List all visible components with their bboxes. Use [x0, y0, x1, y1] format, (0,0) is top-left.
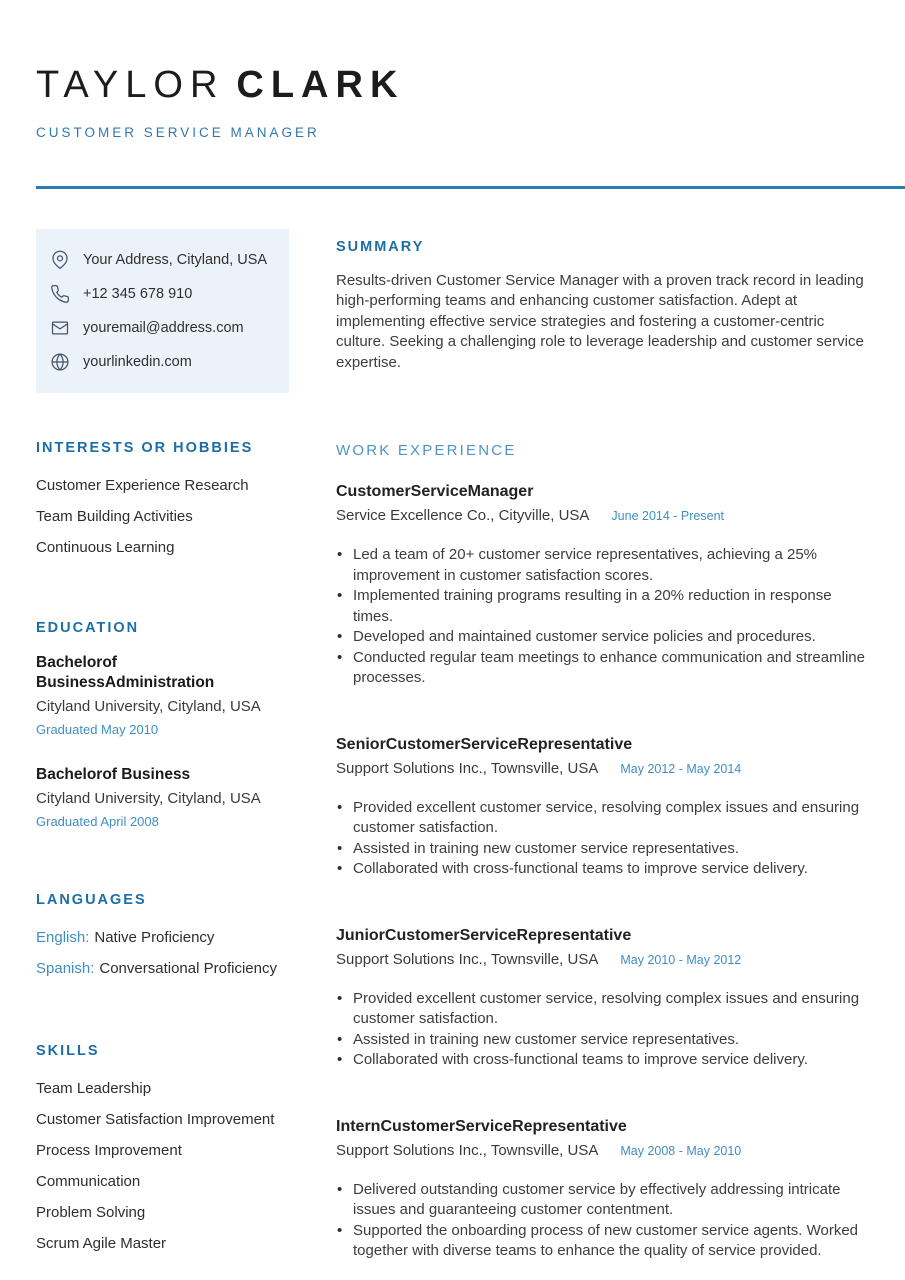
- job-title: CustomerServiceManager: [336, 483, 534, 501]
- job-bullet: • Conducted regular team meetings to enhance communication and streamline processes.: [336, 648, 870, 689]
- job-title: JuniorCustomerServiceRepresentative: [336, 926, 632, 944]
- job-bullet: • Delivered outstanding customer service by effectively addressing intricate issues and guaranteeing customer contentment.: [336, 1180, 870, 1221]
- education-heading: EDUCATION: [36, 619, 140, 636]
- job-bullets: [336, 1180, 870, 1262]
- language-entry: [36, 959, 289, 978]
- section-education: [36, 620, 289, 830]
- contact-linkedin: yourlinkedin.com: [83, 353, 192, 370]
- job-title: SeniorCustomerServiceRepresentative: [336, 735, 633, 753]
- last-name: CLARK: [236, 64, 405, 106]
- job-bullet: • Collaborated with cross-functional teams to improve service delivery.: [336, 859, 870, 880]
- contact-linkedin-row: [50, 345, 279, 379]
- job-bullet: • Supported the onboarding process of new customer service agents. Worked together with diverse teams to enhance the quality of service provided.: [336, 1221, 870, 1262]
- job-bullet: • Led a team of 20+ customer service representatives, achieving a 25% improvement in customer satisfaction scores.: [336, 545, 870, 586]
- skill-item: Problem Solving: [36, 1203, 146, 1221]
- job-dates: May 2008 - May 2010: [620, 1143, 742, 1158]
- header: [36, 0, 870, 140]
- job-dates: May 2012 - May 2014: [620, 761, 742, 776]
- mail-icon: [50, 318, 70, 338]
- header-divider: [36, 186, 905, 189]
- school-name: Cityland University, Cityland, USA: [36, 697, 261, 715]
- skill-item: Customer Satisfaction Improvement: [36, 1110, 275, 1128]
- job-bullet: • Developed and maintained customer service policies and procedures.: [336, 627, 870, 648]
- job-bullet: • Provided excellent customer service, resolving complex issues and ensuring customer satisfaction.: [336, 989, 870, 1030]
- language-name: Spanish:: [36, 959, 95, 977]
- interest-item: Customer Experience Research: [36, 476, 249, 494]
- job-dates: May 2010 - May 2012: [620, 952, 742, 967]
- job-bullet: • Assisted in training new customer service representatives.: [336, 1030, 870, 1051]
- sidebar: [36, 229, 289, 1262]
- language-level: Conversational Proficiency: [99, 959, 277, 977]
- contact-address: Your Address, Cityland, USA: [83, 251, 268, 268]
- job-bullet: • Assisted in training new customer service representatives.: [336, 839, 870, 860]
- summary-text: Results-driven Customer Service Manager with a proven track record in leading high-performing teams and enhancing customer satisfaction. Adept at implementing effective service strategies and fostering a customer-centric culture. Seeking a challenging role to leverage leadership and customer service expertise.: [336, 271, 864, 371]
- job-entry: [336, 926, 870, 1071]
- section-languages: [36, 892, 289, 978]
- education-entry: [36, 653, 289, 738]
- globe-icon: [50, 352, 70, 372]
- first-name: TAYLOR: [36, 64, 225, 106]
- job-bullets: [336, 798, 870, 880]
- interest-item: Continuous Learning: [36, 538, 175, 556]
- language-name: English:: [36, 928, 90, 946]
- section-skills: [36, 1043, 289, 1253]
- language-entry: [36, 928, 289, 947]
- skill-item: Scrum Agile Master: [36, 1234, 167, 1252]
- job-meta: [336, 760, 870, 778]
- contact-phone: +12 345 678 910: [83, 285, 193, 302]
- job-bullet: • Implemented training programs resulting in a 20% reduction in response times.: [336, 586, 870, 627]
- content-columns: [36, 229, 870, 1262]
- phone-icon: [50, 284, 70, 304]
- job-title: InternCustomerServiceRepresentative: [336, 1117, 627, 1135]
- job-meta: [336, 951, 870, 969]
- location-icon: [50, 250, 70, 270]
- job-meta: [336, 507, 870, 525]
- candidate-name: [36, 64, 870, 108]
- job-company: Support Solutions Inc., Townsville, USA: [336, 1141, 599, 1159]
- section-interests: [36, 440, 289, 557]
- education-entry: [36, 765, 289, 830]
- degree-name: Bachelorof BusinessAdministration: [36, 653, 215, 691]
- main-content: [336, 229, 870, 1262]
- language-level: Native Proficiency: [94, 928, 215, 946]
- job-company: Support Solutions Inc., Townsville, USA: [336, 950, 599, 968]
- contact-phone-row: [50, 277, 279, 311]
- skills-heading: SKILLS: [36, 1042, 100, 1059]
- job-bullet: • Provided excellent customer service, resolving complex issues and ensuring customer satisfaction.: [336, 798, 870, 839]
- contact-address-row: [50, 243, 279, 277]
- graduation-date: Graduated April 2008: [36, 813, 159, 829]
- graduation-date: Graduated May 2010: [36, 721, 159, 737]
- work-experience-heading: WORK EXPERIENCE: [336, 442, 517, 460]
- languages-heading: LANGUAGES: [36, 891, 147, 908]
- interest-item: Team Building Activities: [36, 507, 193, 525]
- skill-item: Communication: [36, 1172, 141, 1190]
- contact-email-row: [50, 311, 279, 345]
- job-company: Support Solutions Inc., Townsville, USA: [336, 759, 599, 777]
- degree-name: Bachelorof Business: [36, 765, 191, 783]
- skill-item: Process Improvement: [36, 1141, 182, 1159]
- contact-email: youremail@address.com: [83, 319, 244, 336]
- job-entry: [336, 1117, 870, 1262]
- contact-card: [36, 229, 289, 393]
- job-entry: [336, 735, 870, 880]
- school-name: Cityland University, Cityland, USA: [36, 789, 261, 807]
- job-bullets: [336, 545, 870, 689]
- job-bullets: [336, 989, 870, 1071]
- job-company: Service Excellence Co., Cityville, USA: [336, 507, 590, 525]
- job-meta: [336, 1142, 870, 1160]
- job-bullet: • Collaborated with cross-functional teams to improve service delivery.: [336, 1050, 870, 1071]
- job-dates: June 2014 - Present: [611, 509, 724, 524]
- job-entry: [336, 482, 870, 689]
- summary-heading: SUMMARY: [336, 238, 425, 255]
- skill-item: Team Leadership: [36, 1079, 152, 1097]
- job-title-subtitle: CUSTOMER SERVICE MANAGER: [36, 124, 320, 140]
- interests-heading: INTERESTS OR HOBBIES: [36, 439, 254, 456]
